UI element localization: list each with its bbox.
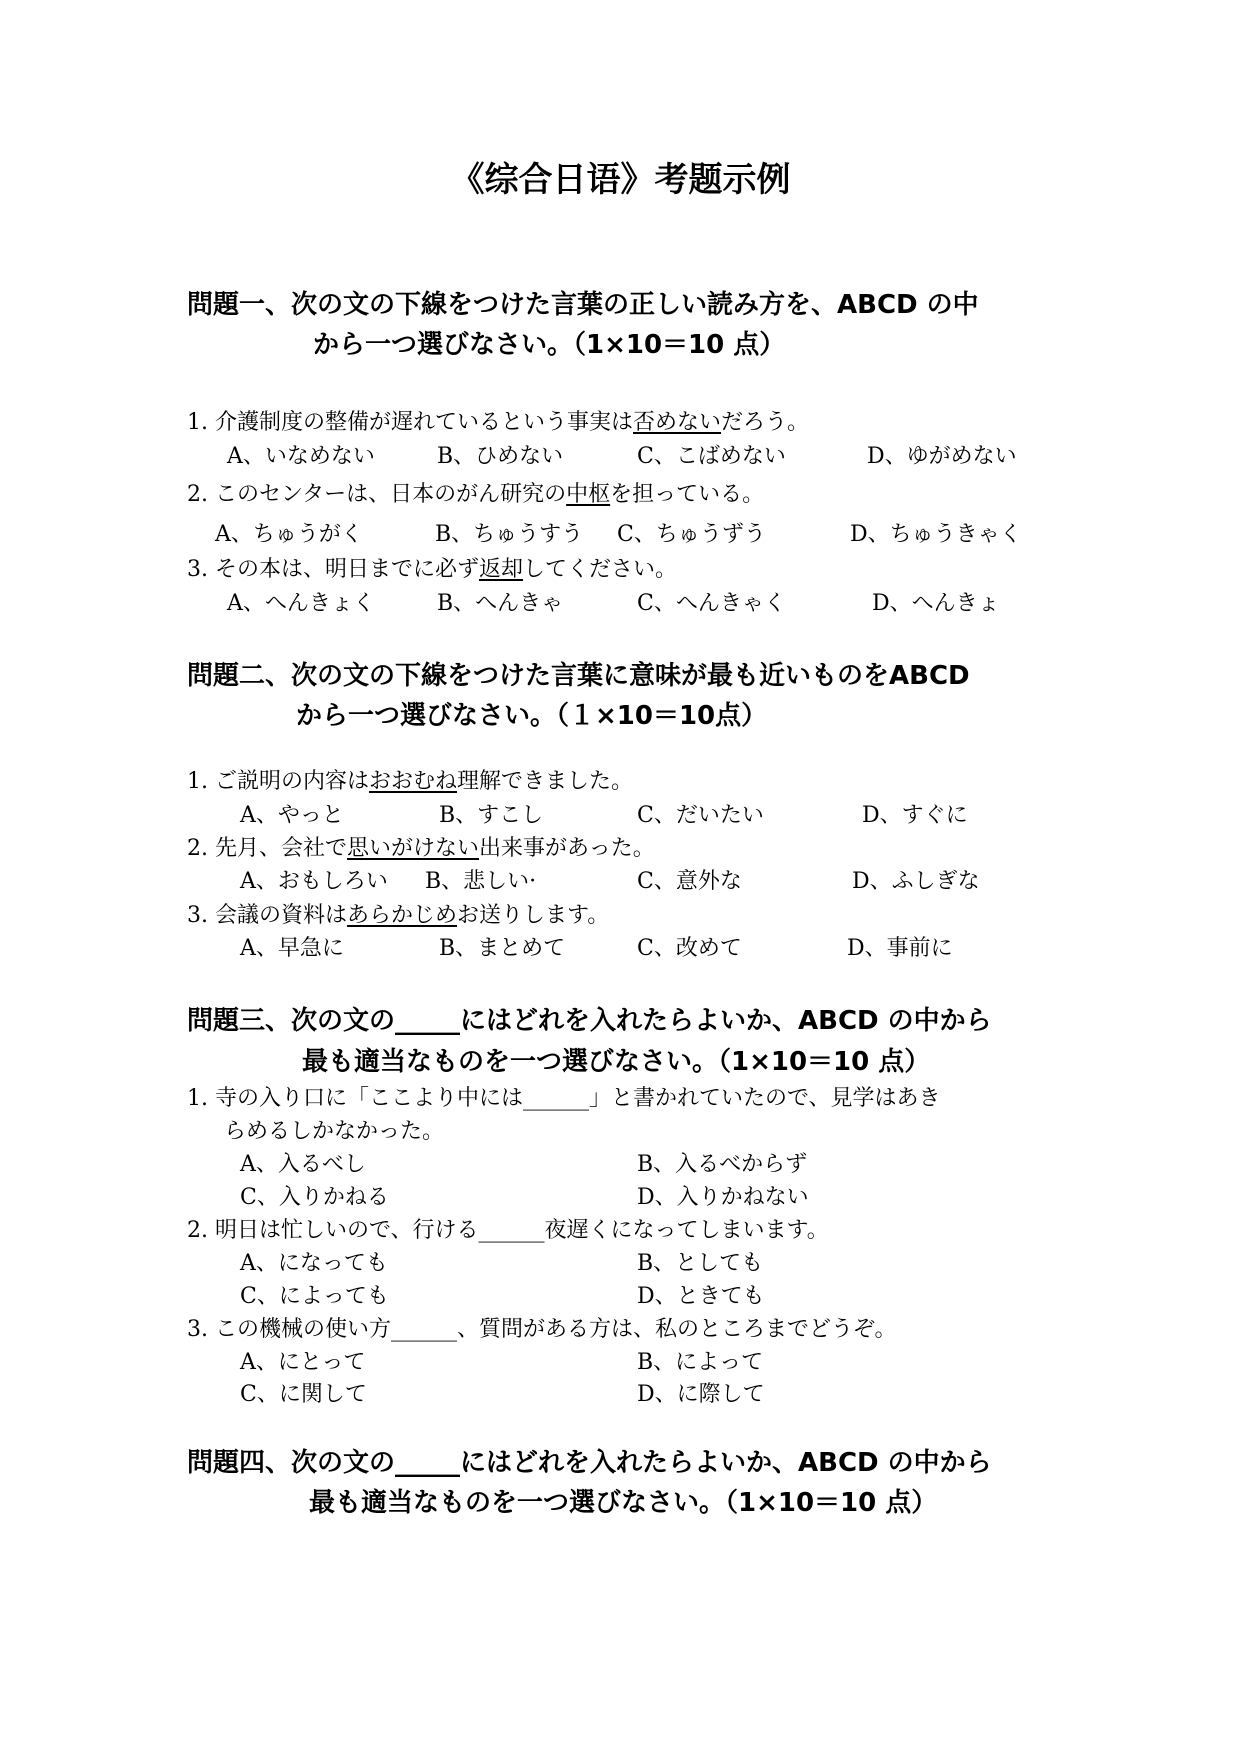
question-number: 2.: [187, 836, 208, 861]
option-c: C、へんきゃく: [637, 591, 786, 616]
question-1-3: [187, 552, 677, 583]
question-3-2: [187, 1213, 829, 1244]
question-text-end: 出来事があった。: [479, 836, 655, 861]
question-2-3: [187, 898, 609, 929]
question-text: このセンターは、日本のがん研究の: [215, 482, 567, 507]
question-number: 3.: [187, 1317, 208, 1342]
option-c: C、に関して: [240, 1382, 367, 1407]
option-a: A、おもしろい: [240, 869, 388, 894]
section3-heading-line1: 問題三、次の文の_____にはどれを入れたらよいか、ABCD の中から: [187, 1006, 992, 1036]
page-title: 《综合日语》考题示例: [450, 160, 791, 200]
underlined-word: 返却: [479, 557, 524, 582]
question-text: 明日は忙しいので、行ける______夜遅くになってしまいます。: [215, 1218, 829, 1243]
option-a: A、にとって: [240, 1350, 366, 1375]
option-c: C、だいたい: [637, 803, 764, 828]
underlined-word: 思いがけない: [347, 836, 480, 861]
underlined-word: 中枢: [566, 482, 611, 507]
option-d: D、ふしぎな: [852, 869, 980, 894]
question-number: 1.: [187, 769, 208, 794]
option-b: B、悲しい·: [425, 869, 537, 894]
option-b: B、入るべからず: [637, 1152, 808, 1177]
option-d: D、に際して: [637, 1382, 765, 1407]
option-c: C、ちゅうずう: [617, 522, 766, 547]
question-text-end: お送りします。: [457, 903, 610, 928]
question-text: 会議の資料は: [215, 903, 348, 928]
question-text-end: してください。: [523, 557, 678, 582]
option-c: C、意外な: [637, 869, 742, 894]
question-text: 先月、会社で: [215, 836, 348, 861]
underlined-word: おおむね: [369, 769, 458, 794]
question-number: 3.: [187, 903, 208, 928]
option-d: D、ゆがめない: [867, 444, 1017, 469]
question-text: ご説明の内容は: [215, 769, 370, 794]
section1-heading-line1: 問題一、次の文の下線をつけた言葉の正しい読み方を、ABCD の中: [187, 290, 979, 320]
option-a: A、になっても: [240, 1251, 388, 1276]
section3-heading-line2: 最も適当なものを一つ選びなさい。（1×10＝10 点）: [302, 1047, 931, 1077]
option-a: A、いなめない: [227, 444, 375, 469]
section1-heading-line2: から一つ選びなさい。（1×10＝10 点）: [313, 330, 786, 360]
option-b: B、ちゅうすう: [435, 522, 584, 547]
option-c: C、改めて: [637, 936, 742, 961]
question-text: 介護制度の整備が遅れているという事実は: [215, 410, 634, 435]
question-text-end: 理解できました。: [457, 769, 634, 794]
option-b: B、へんきゃ: [437, 591, 564, 616]
section2-heading-line1: 問題二、次の文の下線をつけた言葉に意味が最も近いものをABCD: [187, 661, 970, 691]
question-text: この機械の使い方______、質問がある方は、私のところまでどうぞ。: [215, 1317, 897, 1342]
option-a: A、入るべし: [240, 1152, 366, 1177]
question-number: 2.: [187, 1218, 208, 1243]
option-a: A、ちゅうがく: [215, 522, 363, 547]
question-text: その本は、明日までに必ず: [215, 557, 480, 582]
underlined-word: 否めない: [633, 410, 722, 435]
question-number: 1.: [187, 1086, 208, 1111]
question-number: 1.: [187, 410, 208, 435]
underlined-word: あらかじめ: [347, 903, 458, 928]
question-3-1-continued: らめるしかなかった。: [224, 1119, 445, 1144]
question-2-2: [187, 831, 655, 862]
option-d: D、すぐに: [862, 803, 968, 828]
question-number: 2.: [187, 482, 208, 507]
question-text-end: だろう。: [721, 410, 810, 435]
section2-heading-line2: から一つ選びなさい。（１×10＝10点）: [296, 701, 768, 731]
option-b: B、まとめて: [439, 936, 566, 961]
section4-heading-line1: 問題四、次の文の_____にはどれを入れたらよいか、ABCD の中から: [187, 1448, 992, 1478]
question-3-3: [187, 1312, 897, 1343]
option-d: D、へんきょ: [872, 591, 1000, 616]
question-text-end: を担っている。: [610, 482, 765, 507]
question-3-1: [187, 1081, 941, 1112]
option-b: B、すこし: [439, 803, 544, 828]
option-b: B、としても: [637, 1251, 764, 1276]
option-b: B、によって: [637, 1350, 764, 1375]
question-number: 3.: [187, 557, 208, 582]
option-c: C、入りかねる: [240, 1185, 389, 1210]
question-1-1: [187, 405, 809, 436]
section4-heading-line2: 最も適当なものを一つ選びなさい。（1×10＝10 点）: [309, 1488, 938, 1518]
option-d: D、入りかねない: [637, 1185, 809, 1210]
option-a: A、へんきょく: [227, 591, 375, 616]
question-1-2: [187, 477, 764, 508]
option-c: C、によっても: [240, 1284, 389, 1309]
option-a: A、早急に: [240, 936, 344, 961]
option-d: D、ちゅうきゃく: [850, 522, 1022, 547]
option-b: B、ひめない: [437, 444, 564, 469]
option-a: A、やっと: [240, 803, 344, 828]
option-d: D、ときても: [637, 1284, 765, 1309]
question-text: 寺の入り口に「ここより中には______」と書かれていたので、見学はあき: [215, 1086, 941, 1111]
option-d: D、事前に: [847, 936, 953, 961]
question-2-1: [187, 764, 633, 795]
option-c: C、こばめない: [637, 444, 786, 469]
